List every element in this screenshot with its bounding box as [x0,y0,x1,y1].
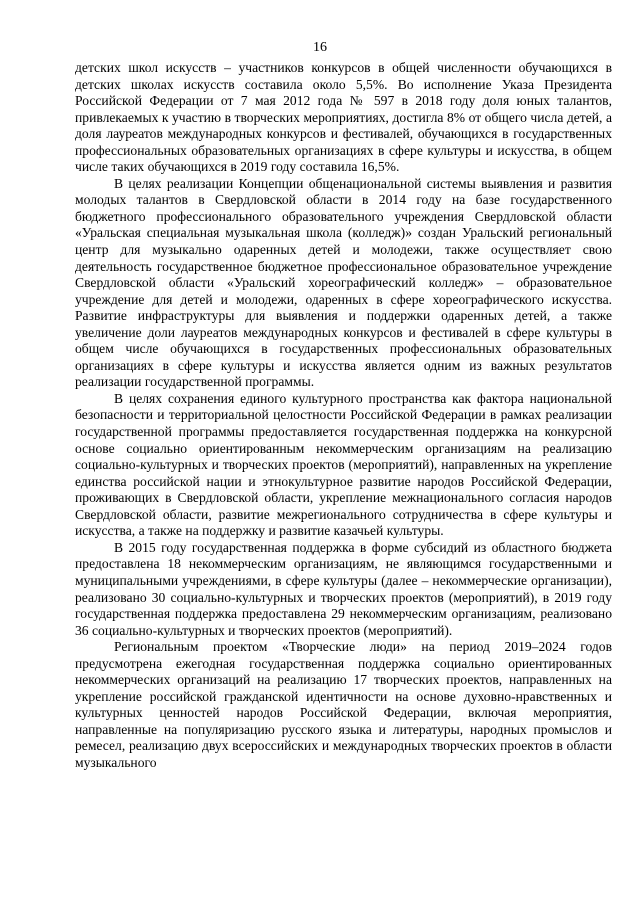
paragraph: В 2015 году государственная поддержка в форме субсидий из областного бюджета предоставлена 18 некоммерческим организациям, не являющимся государственными и муниципальными учреждениями, в сфере культуры (далее – некоммерческие организации), реализовано 30 социально-культурных и творческих проектов (мероприятий), в 2019 году государственная поддержка предоставлена 29 некоммерческим организациям, реализовано 36 социально-культурных и творческих проектов (мероприятий). [75,539,612,638]
paragraph: Региональным проектом «Творческие люди» на период 2019–2024 годов предусмотрена ежегодная государственная поддержка социально ориентированных некоммерческих организаций на реализацию 17 творческих проектов, направленных на укрепление российской гражданской идентичности на основе духовно-нравственных и культурных ценностей народов Российской Федерации, включая мероприятия, направленные на популяризацию русского языка и литературы, народных промыслов и ремесел, реализацию двух всероссийских и международных творческих проектов в области музыкального [75,639,612,770]
body-text [75,60,612,772]
paragraph: В целях реализации Концепции общенациональной системы выявления и развития молодых талантов в Свердловской области в 2014 году на базе государственного бюджетного профессионального образовательного учреждения Свердловской области «Уральская специальная музыкальная школа (колледж)» создан Уральский региональный центр для музыкально одаренных детей и молодежи, также осуществляет свою деятельность государственное бюджетное профессиональное образовательное учреждение Свердловской области «Уральский хореографический колледж» – образовательное учреждение для детей и молодежи, одаренных в сфере хореографического искусства. Развитие инфраструктуры для выявления и поддержки одаренных детей, а также увеличение доли лауреатов международных конкурсов и фестивалей в сфере культуры в общем числе обучающихся в государственных профессиональных образовательных организациях в сфере культуры и искусства является одним из важных результатов реализации государственной программы. [75,175,612,390]
page-number: 16 [313,40,327,55]
paragraph: детских школ искусств – участников конкурсов в общей численности обучающихся в детских школах искусств составила около 5,5%. Во исполнение Указа Президента Российской Федерации от 7 мая 2012 года № 597 в 2018 году доля юных талантов, привлекаемых к участию в творческих мероприятиях, достигла 8% от общего числа детей, а доля лауреатов международных конкурсов и фестивалей, обучающихся в государственных профессиональных образовательных организациях в сфере культуры и искусства, в общем числе таких обучающихся в 2019 году составила 16,5%. [75,60,612,175]
paragraph: В целях сохранения единого культурного пространства как фактора национальной безопасности и территориальной целостности Российской Федерации в рамках реализации государственной программы предоставляется государственная поддержка на конкурсной основе социально ориентированным некоммерческим организациям на реализацию социально-культурных и творческих проектов (мероприятий), направленных на укрепление единства российской нации и этнокультурное развитие народов Российской Федерации, проживающих в Свердловской области, укрепление межнационального согласия народов Свердловской области, развитие межрегионального сотрудничества в сфере культуры и искусства, а также на поддержку и развитие казачьей культуры. [75,390,612,539]
